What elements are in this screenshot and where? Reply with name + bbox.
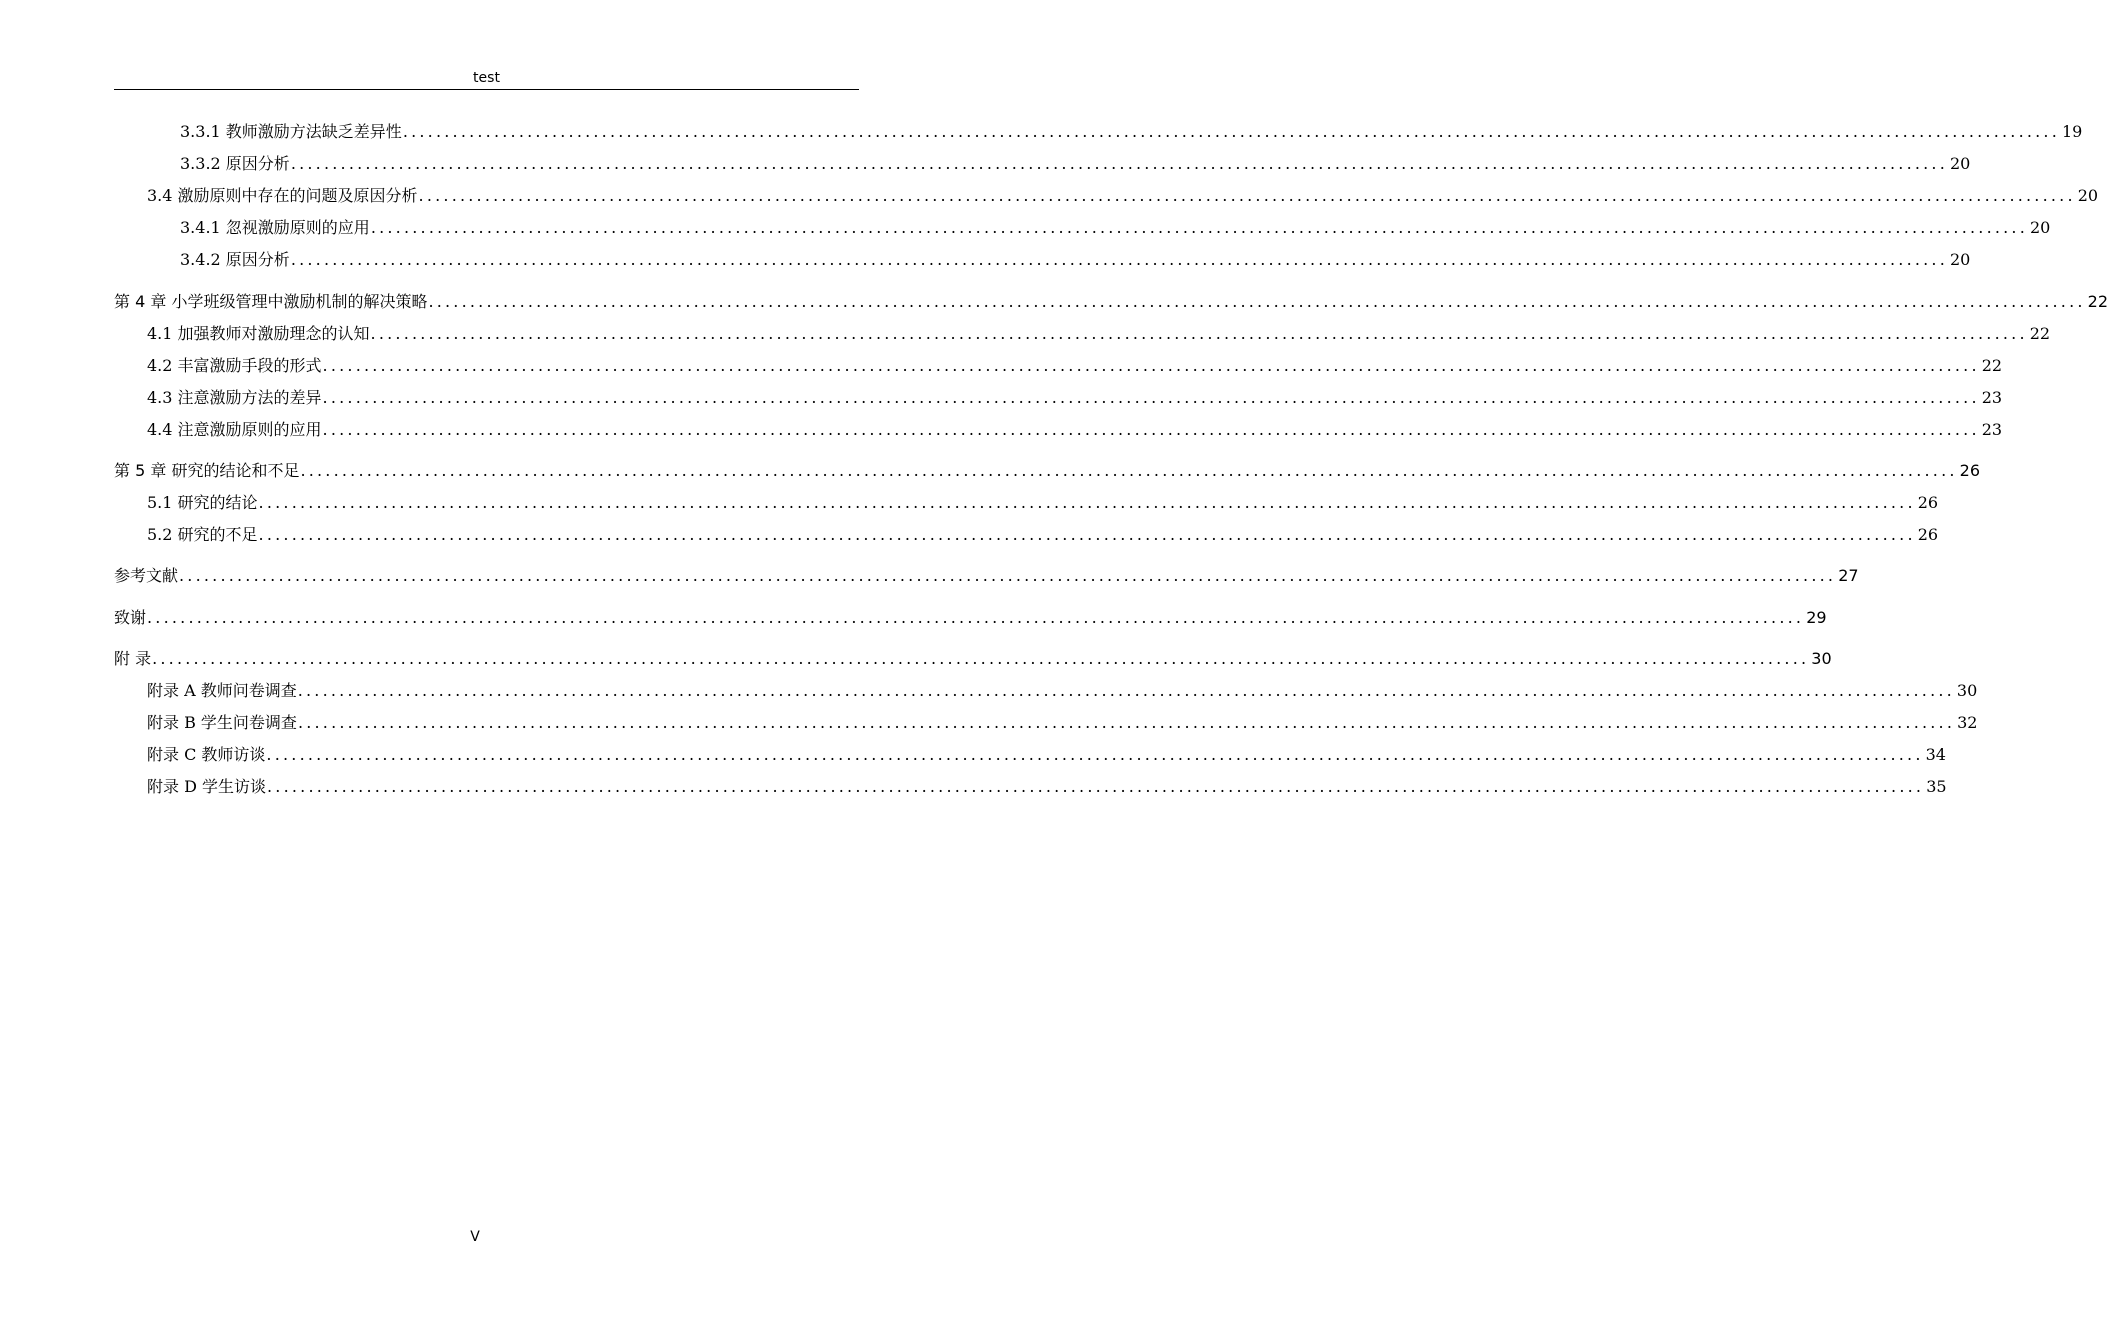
toc-entry[interactable] [114,354,2003,378]
toc-entry-title: 4.1 加强教师对激励理念的认知 [147,324,370,343]
toc-entry-page: 26 [1959,461,1980,480]
toc-entry[interactable] [114,775,1947,799]
toc-dot-leader: ........................................................................................................................................................................................................ [266,745,1924,764]
toc-dot-leader: ........................................................................................................................................................................................................ [322,356,1980,375]
toc-entry[interactable] [114,679,1978,703]
toc-entry[interactable] [114,564,1859,588]
toc-entry[interactable] [114,322,2051,346]
toc-entry-page: 20 [1950,154,1971,173]
toc-entry-title: 4.2 丰富激励手段的形式 [147,356,322,375]
toc-entry-title: 3.4.2 原因分析 [180,250,290,269]
toc-entry-title: 3.4.1 忽视激励原则的应用 [180,218,370,237]
toc-entry[interactable] [114,491,1939,515]
toc-entry-title: 参考文献 [114,566,179,585]
toc-dot-leader: ........................................................................................................................................................................................................ [152,649,1810,668]
toc-entry[interactable] [114,290,2108,314]
toc-entry-page: 26 [1917,525,1939,544]
toc-entry[interactable] [114,418,2003,442]
toc-entry[interactable] [114,523,1939,547]
toc-entry-title: 附录 D 学生访谈 [147,777,267,796]
toc-entry-title: 第 5 章 研究的结论和不足 [114,461,300,480]
toc-dot-leader: ........................................................................................................................................................................................................ [428,292,2086,311]
page-number: V [470,1229,480,1245]
toc-entry-title: 附录 B 学生问卷调查 [147,713,297,732]
toc-dot-leader: ........................................................................................................................................................................................................ [258,525,1916,544]
toc-entry-title: 5.2 研究的不足 [147,525,258,544]
toc-entry-title: 附录 A 教师问卷调查 [147,681,297,700]
toc-dot-leader: ........................................................................................................................................................................................................ [290,250,1948,269]
toc-entry-title: 致谢 [114,608,147,627]
toc-entry-page: 22 [2029,324,2051,343]
toc-dot-leader: ........................................................................................................................................................................................................ [297,713,1956,732]
toc-entry-page: 23 [1981,420,2003,439]
toc-entry-page: 27 [1838,566,1859,585]
header-rule [114,89,859,90]
toc-dot-leader: ........................................................................................................................................................................................................ [258,493,1916,512]
toc-entry-title: 3.4 激励原则中存在的问题及原因分析 [147,186,418,205]
toc-entry[interactable] [114,216,2051,240]
toc-entry-title: 第 4 章 小学班级管理中激励机制的解决策略 [114,292,428,311]
toc-entry-page: 35 [1926,777,1947,796]
toc-entry[interactable] [114,248,1971,272]
toc-entry[interactable] [114,152,1971,176]
toc-entry-page: 20 [2077,186,2099,205]
toc-dot-leader: ........................................................................................................................................................................................................ [179,566,1837,585]
toc-entry-page: 20 [1950,250,1971,269]
toc-entry[interactable] [114,120,2083,144]
toc-entry-page: 32 [1957,713,1978,732]
toc-entry-page: 30 [1956,681,1978,700]
toc-entry[interactable] [114,743,1946,767]
toc-entry-title: 3.3.1 教师激励方法缺乏差异性 [180,122,402,141]
toc-entry-page: 30 [1811,649,1832,668]
toc-dot-leader: ........................................................................................................................................................................................................ [300,461,1958,480]
toc-entry-page: 22 [2087,292,2108,311]
toc-entry[interactable] [114,459,1980,483]
toc-entry-page: 26 [1917,493,1939,512]
toc-dot-leader: ........................................................................................................................................................................................................ [370,324,2028,343]
toc-entry[interactable] [114,711,1978,735]
toc-entry-title: 附 录 [114,649,152,668]
toc-dot-leader: ........................................................................................................................................................................................................ [290,154,1948,173]
toc-dot-leader: ........................................................................................................................................................................................................ [267,777,1925,796]
toc-entry-page: 19 [2062,122,2083,141]
toc-entry[interactable] [114,606,1827,630]
toc-entry-page: 22 [1981,356,2003,375]
toc-entry[interactable] [114,184,2099,208]
toc-dot-leader: ........................................................................................................................................................................................................ [297,681,1955,700]
toc-dot-leader: ........................................................................................................................................................................................................ [418,186,2076,205]
toc-entry-page: 20 [2030,218,2051,237]
toc-entry[interactable] [114,386,2003,410]
page-header: test [473,70,500,86]
toc-entry-title: 附录 C 教师访谈 [147,745,266,764]
toc-entry-title: 5.1 研究的结论 [147,493,258,512]
toc-entry-title: 4.3 注意激励方法的差异 [147,388,322,407]
toc-entry-page: 23 [1981,388,2003,407]
toc-dot-leader: ........................................................................................................................................................................................................ [147,608,1805,627]
toc-entry-page: 29 [1806,608,1827,627]
toc-dot-leader: ........................................................................................................................................................................................................ [322,388,1980,407]
toc-dot-leader: ........................................................................................................................................................................................................ [370,218,2028,237]
toc-dot-leader: ........................................................................................................................................................................................................ [322,420,1980,439]
toc-entry-title: 4.4 注意激励原则的应用 [147,420,322,439]
toc-entry-title: 3.3.2 原因分析 [180,154,290,173]
toc-entry[interactable] [114,647,1832,671]
toc-entry-page: 34 [1925,745,1946,764]
toc-dot-leader: ........................................................................................................................................................................................................ [402,122,2060,141]
